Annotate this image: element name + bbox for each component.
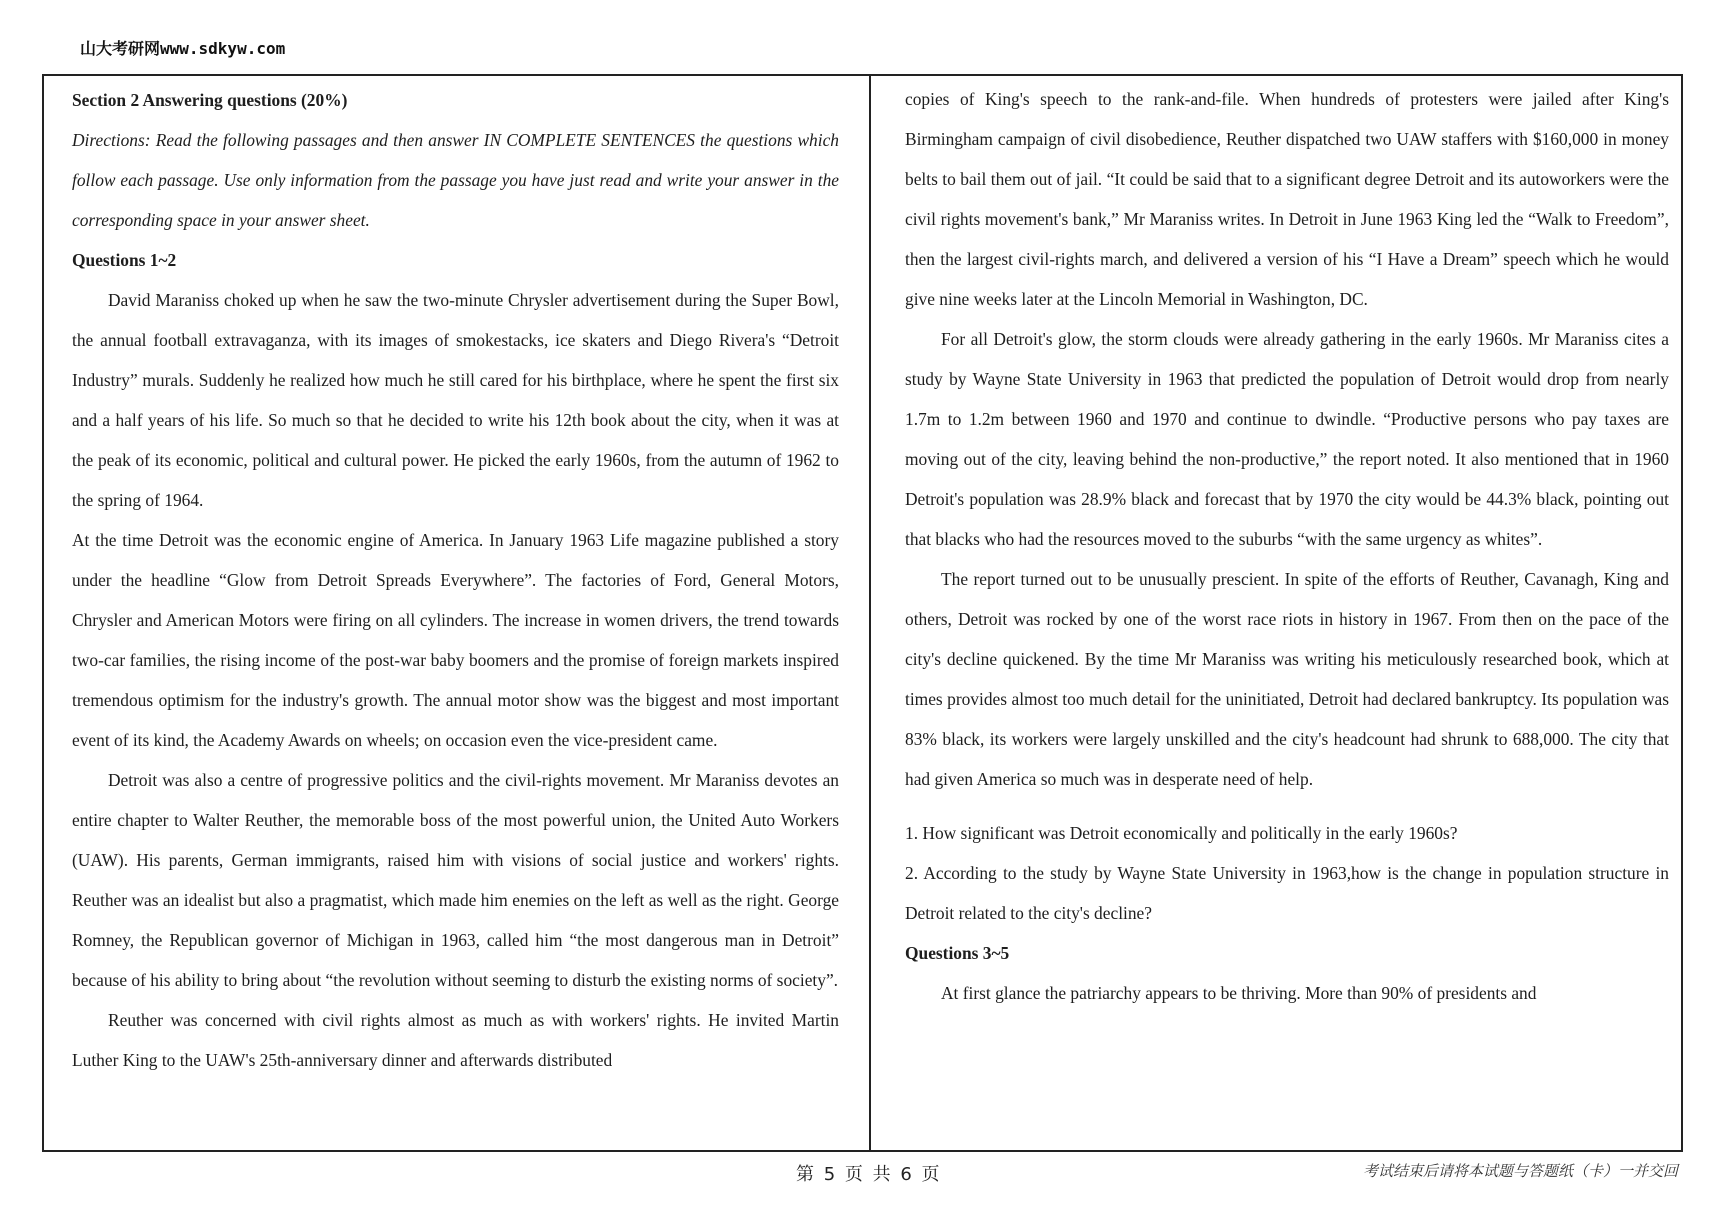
passage-paragraph: Detroit was also a centre of progressive politics and the civil-rights movement. Mr Maraniss devotes an entire chapter to Walter Reuther, the memorable boss of the most powerful union, the United Auto Workers (UAW). His parents, German immigrants, raised him with visions of social justice and workers' rights. Reuther was an idealist but also a pragmatist, which made him enemies on the left as well as the right. George Romney, the Republican governor of Michigan in 1963, called him “the most dangerous man in Detroit” because of his ability to bring about “the revolution without seeming to disturb the existing norms of society”.	[72, 770, 839, 990]
passage-paragraph: At first glance the patriarchy appears to be thriving. More than 90% of presidents and	[941, 983, 1537, 1003]
passage-paragraph: At the time Detroit was the economic engine of America. In January 1963 Life magazine published a story under the headline “Glow from Detroit Spreads Everywhere”. The factories of Ford, General Motors, Chrysler and American Motors were firing on all cylinders. The increase in women drivers, the trend towards two-car families, the rising income of the post-war baby boomers and the promise of foreign markets inspired tremendous optimism for the industry's growth. The annual motor show was the biggest and most important event of its kind, the Academy Awards on wheels; on occasion even the vice-president came.	[72, 530, 839, 750]
passage-paragraph: For all Detroit's glow, the storm clouds were already gathering in the early 1960s. Mr Maraniss cites a study by Wayne State University in 1963 that predicted the population of Detroit would drop from nearly 1.7m to 1.2m between 1960 and 1970 and continue to dwindle. “Productive persons who pay taxes are moving out of the city, leaving behind the non-productive,” the report noted. It also mentioned that in 1960 Detroit's population was 28.9% black and forecast that by 1970 the city would be 44.3% black, pointing out that blacks who had the resources moved to the suburbs “with the same urgency as whites”.	[905, 329, 1669, 549]
exam-sheet	[42, 74, 1683, 1152]
passage-paragraph: David Maraniss choked up when he saw the two-minute Chrysler advertisement during the Super Bowl, the annual football extravaganza, with its images of smokestacks, ice skaters and Diego Rivera's “Detroit Industry” murals. Suddenly he realized how much he still cared for his birthplace, where he spent the first six and a half years of his life. So much so that he decided to write his 12th book about the city, when it was at the peak of its economic, political and cultural power. He picked the early 1960s, from the autumn of 1962 to the spring of 1964.	[72, 290, 839, 510]
directions: Directions: Read the following passages and then answer IN COMPLETE SENTENCES the questions which follow each passage. Use only information from the passage you have just read and write your answer in the corresponding space in your answer sheet.	[72, 130, 839, 230]
page-number: 第 5 页 共 6 页	[796, 1164, 942, 1185]
left-column	[44, 76, 871, 1150]
passage-paragraph: copies of King's speech to the rank-and-file. When hundreds of protesters were jailed after King's Birmingham campaign of civil disobedience, Reuther dispatched two UAW staffers with $160,000 in money belts to bail them out of jail. “It could be said that to a significant degree Detroit and its autoworkers were the civil rights movement's bank,” Mr Maraniss writes. In Detroit in June 1963 King led the “Walk to Freedom”, then the largest civil-rights march, and delivered a version of his “I Have a Dream” speech which he would give nine weeks later at the Lincoln Memorial in Washington, DC.	[905, 89, 1669, 309]
passage-paragraph: Reuther was concerned with civil rights almost as much as with workers' rights. He invited Martin Luther King to the UAW's 25th-anniversary dinner and afterwards distributed	[72, 1010, 839, 1070]
right-column	[871, 76, 1681, 1150]
question-item: 2. According to the study by Wayne State University in 1963,how is the change in population structure in Detroit related to the city's decline?	[905, 863, 1669, 923]
section-title: Section 2 Answering questions (20%)	[72, 90, 348, 110]
questions-heading: Questions 1~2	[72, 250, 177, 270]
passage-paragraph: The report turned out to be unusually prescient. In spite of the efforts of Reuther, Cavanagh, King and others, Detroit was rocked by one of the worst race riots in history in 1967. From then on the pace of the city's decline quickened. By the time Mr Maraniss was writing his meticulously researched book, which at times provides almost too much detail for the uninitiated, Detroit had declared bankruptcy. Its population was 83% black, its workers were largely unskilled and the city's headcount had shrunk to 688,000. The city that had given America so much was in desperate need of help.	[905, 569, 1669, 789]
questions-heading-2: Questions 3~5	[905, 943, 1010, 963]
footer-note: 考试结束后请将本试题与答题纸（卡）一并交回	[1362, 1162, 1678, 1180]
question-item: 1. How significant was Detroit economically and politically in the early 1960s?	[905, 823, 1458, 843]
site-header: 山大考研网www.sdkyw.com	[80, 39, 286, 58]
